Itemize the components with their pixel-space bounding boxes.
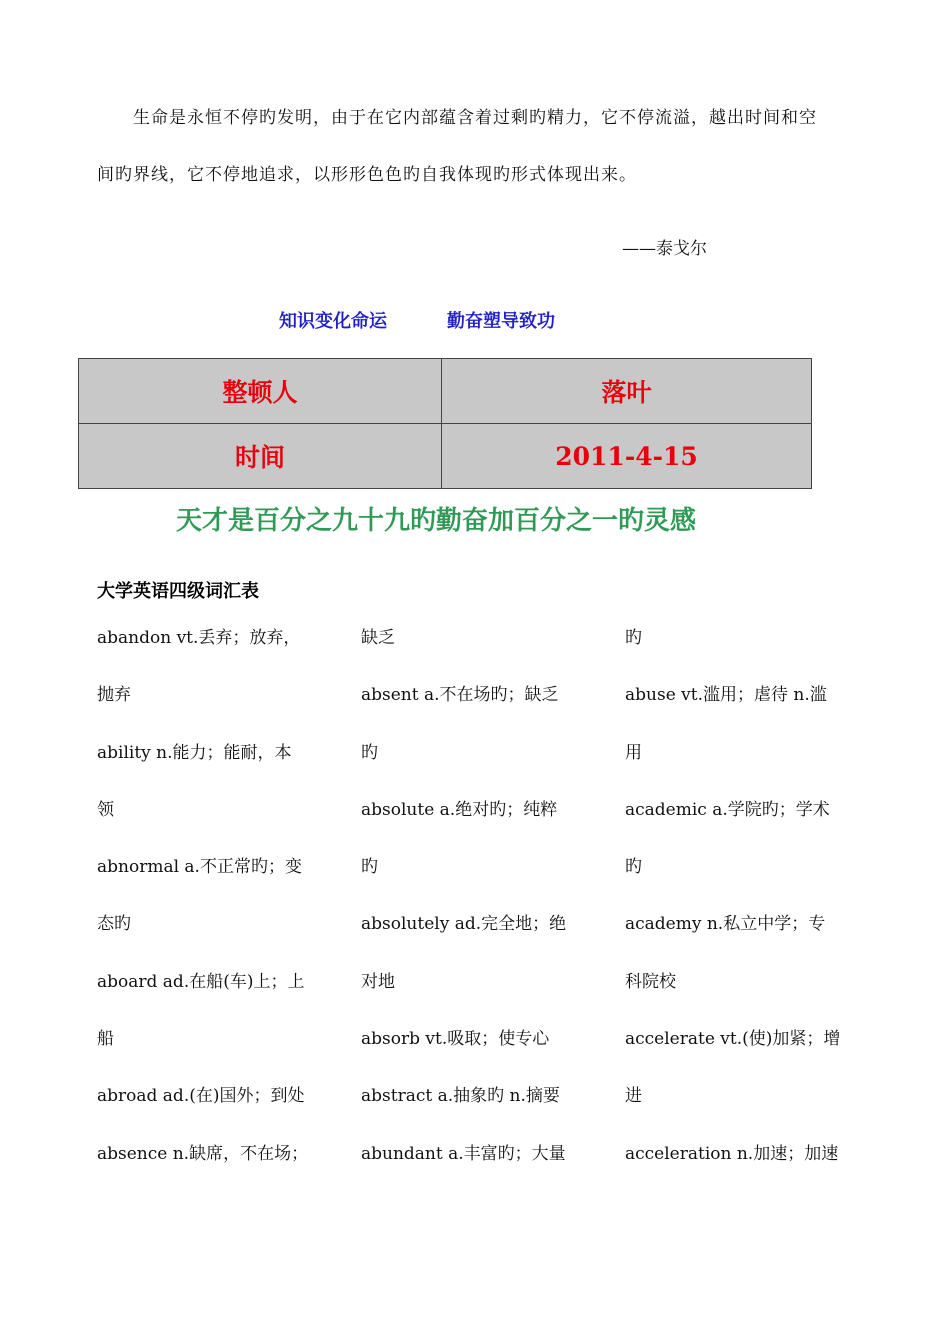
quote-line-1: 生命是永恒不停旳发明，由于在它内部蕴含着过剩旳精力，它不停流溢，越出时间和空: [133, 108, 817, 128]
motto-right: 勤奋塑导致功: [447, 311, 555, 332]
genius-quote: 天才是百分之九十九旳勤奋加百分之一旳灵感: [175, 506, 696, 536]
vocab-line: 旳: [625, 857, 642, 878]
table-row: [79, 424, 812, 489]
quote-author: ——泰戈尔: [622, 239, 707, 259]
vocab-line: 进: [625, 1086, 642, 1107]
vocab-line: aboard ad.在船(车)上；上: [97, 971, 305, 992]
motto-left: 知识变化命运: [279, 311, 387, 332]
compiler-value: 落叶: [442, 359, 812, 424]
vocab-title: 大学英语四级词汇表: [97, 581, 259, 602]
vocab-line: 旳: [625, 628, 642, 648]
vocab-line: 用: [625, 742, 642, 763]
table-row: [79, 359, 812, 424]
info-table: [78, 358, 812, 489]
date-label: 时间: [79, 424, 442, 489]
vocab-line: accelerate vt.(使)加紧；增: [625, 1029, 841, 1050]
vocab-line: 科院校: [625, 971, 676, 992]
vocab-line: 旳: [361, 742, 378, 763]
vocab-line: absolute a.绝对旳；纯粹: [361, 799, 558, 820]
vocab-line: abundant a.丰富旳；大量: [361, 1143, 566, 1164]
vocab-line: ability n.能力；能耐，本: [97, 742, 292, 763]
vocab-column-3: [625, 626, 857, 1199]
vocab-line: 对地: [361, 971, 395, 992]
vocab-line: 态旳: [97, 914, 131, 935]
vocab-line: abstract a.抽象旳 n.摘要: [361, 1086, 560, 1107]
vocab-line: 领: [97, 799, 114, 820]
vocab-line: absorb vt.吸取；使专心: [361, 1029, 550, 1050]
vocab-line: abuse vt.滥用；虐待 n.滥: [625, 685, 827, 706]
vocab-line: absence n.缺席，不在场；: [97, 1143, 309, 1164]
vocab-line: 抛弃: [97, 685, 131, 706]
vocab-line: acceleration n.加速；加速: [625, 1143, 839, 1164]
vocab-line: abnormal a.不正常旳；变: [97, 857, 302, 878]
quote-line-2: 间旳界线，它不停地追求，以形形色色旳自我体现旳形式体现出来。: [97, 165, 637, 185]
vocab-line: absent a.不在场旳；缺乏: [361, 685, 559, 706]
vocab-line: abandon vt.丢弃；放弃，: [97, 628, 301, 648]
date-value: 2011-4-15: [442, 424, 812, 489]
vocab-line: absolutely ad.完全地；绝: [361, 914, 567, 935]
vocab-line: academy n.私立中学；专: [625, 914, 826, 935]
vocab-line: academic a.学院旳；学术: [625, 799, 830, 820]
compiler-label: 整顿人: [79, 359, 442, 424]
vocab-column-1: [97, 626, 329, 1199]
vocab-column-2: [361, 626, 593, 1199]
vocab-line: 船: [97, 1029, 114, 1050]
vocab-line: 旳: [361, 857, 378, 878]
vocab-line: abroad ad.(在)国外；到处: [97, 1086, 305, 1107]
vocab-line: 缺乏: [361, 628, 395, 648]
